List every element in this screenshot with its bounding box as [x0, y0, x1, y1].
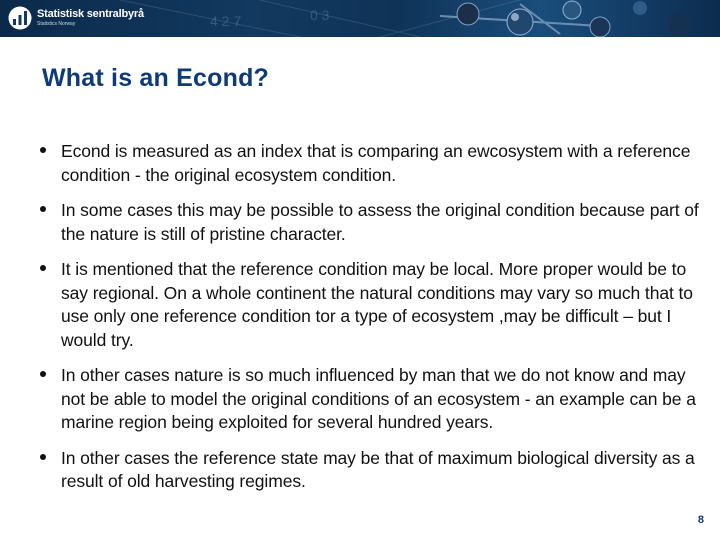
- bullet-item: [40, 364, 705, 435]
- bullet-text: In some cases this may be possible to assess the original condition because part of the nature is still of pristine character.: [61, 200, 699, 244]
- bullet-text: Econd is measured as an index that is comparing an ewcosystem with a reference condition - the original ecosystem condition.: [61, 141, 691, 185]
- bullet-dot-icon: [40, 454, 46, 460]
- bullet-dot-icon: [40, 206, 46, 212]
- ssb-logo-icon: [8, 6, 32, 30]
- bullet-item: [40, 447, 705, 494]
- bullet-text: In other cases nature is so much influenced by man that we do not know and may not be able to model the original conditions of an ecosystem - an example can be a marine region being exploited for several hundred years.: [61, 365, 696, 432]
- logo[interactable]: [8, 6, 144, 30]
- header-banner: [0, 0, 720, 37]
- bullet-dot-icon: [40, 371, 46, 377]
- bullet-text: In other cases the reference state may be that of maximum biological diversity as a result of old harvesting regimes.: [61, 447, 695, 491]
- bullet-dot-icon: [40, 265, 46, 271]
- bullet-dot-icon: [40, 147, 46, 153]
- slide-title: What is an Econd?: [42, 64, 270, 92]
- bullet-text: It is mentioned that the reference condition may be local. More proper would be to say regional. On a whole continent the natural conditions may vary so much that to use only one reference condition tor a type of ecosystem ,may be difficult – but I would try.: [61, 259, 693, 350]
- bullet-item: [40, 140, 705, 187]
- bullet-list: [40, 140, 705, 506]
- bullet-item: [40, 199, 705, 246]
- page-number: 8: [697, 514, 704, 526]
- logo-name: Statistisk sentralbyrå: [37, 8, 144, 20]
- svg-text:4 2 7: 4 2 7: [210, 13, 242, 29]
- svg-text:0 3: 0 3: [310, 7, 330, 23]
- bullet-item: [40, 258, 705, 352]
- logo-tagline: Statistics Norway: [37, 21, 76, 27]
